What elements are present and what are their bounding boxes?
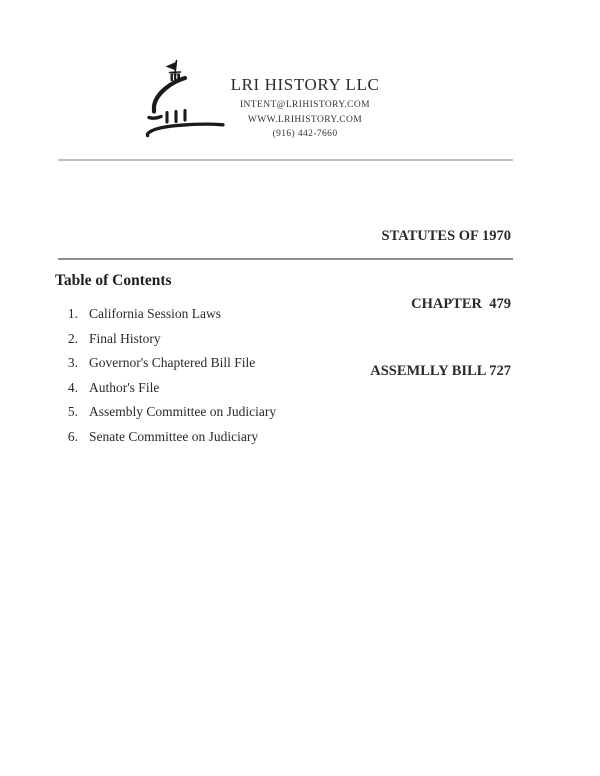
- toc-item: [62, 425, 276, 450]
- toc-item-label: Assembly Committee on Judiciary: [89, 404, 277, 420]
- contact-email: INTENT@LRIHISTORY.COM: [239, 100, 370, 110]
- toc-item-label: Senate Committee on Judiciary: [89, 428, 259, 444]
- reference-divider: [58, 258, 513, 260]
- toc-item-label: Final History: [89, 330, 161, 346]
- contact-phone: (916) 442-7660: [272, 129, 338, 139]
- toc-item-label: Author's File: [89, 379, 160, 395]
- chapter-line: CHAPTER 479: [411, 295, 511, 312]
- toc-item-number: 4.: [67, 379, 78, 395]
- statute-reference-block: [370, 180, 511, 428]
- toc-item-number: 5.: [67, 404, 78, 420]
- toc-item: [62, 351, 276, 376]
- toc-item-label: Governor's Chaptered Bill File: [89, 355, 256, 371]
- toc-item-label: California Session Laws: [89, 306, 221, 322]
- company-name: LRI HISTORY LLC: [230, 75, 380, 94]
- statutes-line: STATUTES OF 1970: [381, 228, 511, 244]
- toc-item-number: 3.: [67, 355, 78, 371]
- contact-website: WWW.LRIHISTORY.COM: [247, 115, 363, 125]
- assembly-bill-line: ASSEMLLY BILL 727: [370, 363, 511, 379]
- toc-list: [62, 302, 276, 449]
- toc-item: [62, 302, 276, 327]
- header-divider: [58, 159, 513, 161]
- toc-item: [62, 376, 276, 401]
- toc-item-number: 1.: [67, 306, 78, 322]
- toc-item-number: 6.: [67, 428, 78, 444]
- toc-item-number: 2.: [67, 330, 78, 346]
- toc-item: [62, 327, 276, 352]
- toc-heading: Table of Contents: [55, 272, 172, 289]
- toc-item: [62, 400, 276, 425]
